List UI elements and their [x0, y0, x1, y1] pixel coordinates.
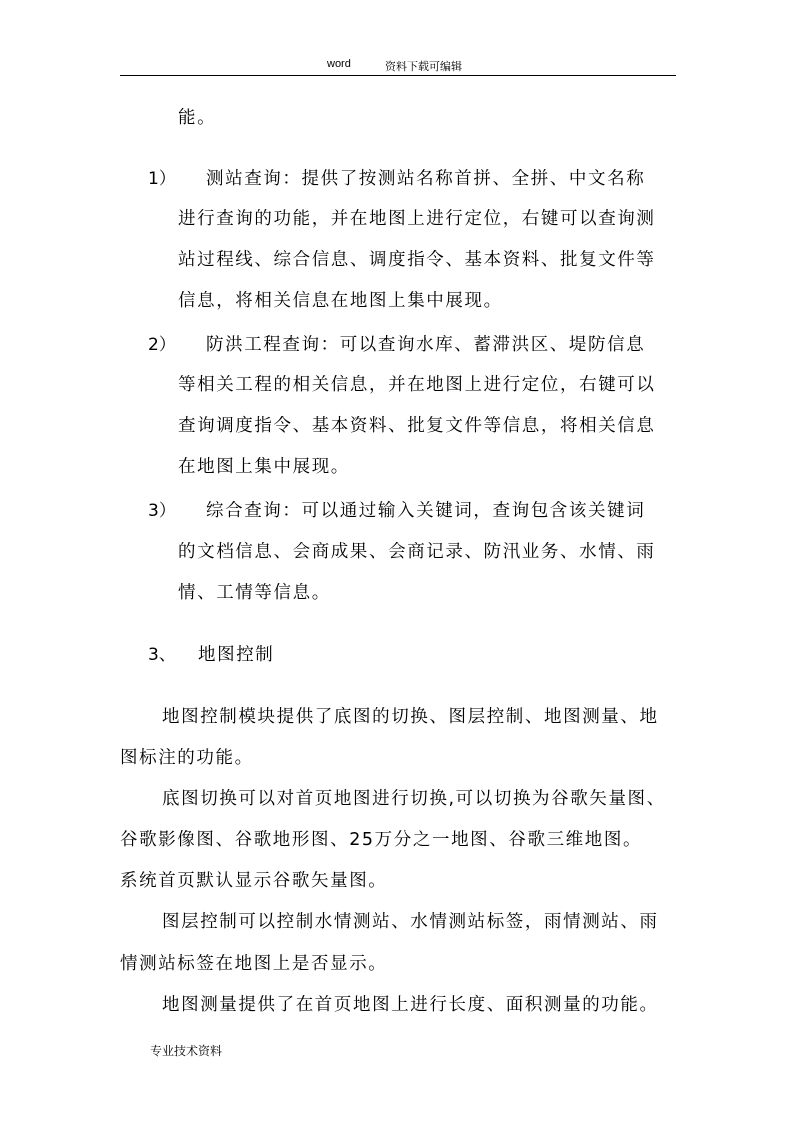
paragraph-line-4: 谷歌影像图、谷歌地形图、25万分之一地图、谷歌三维地图。 — [120, 830, 643, 850]
list-item-1-line-3: 站过程线、综合信息、调度指令、基本资料、批复文件等 — [178, 250, 656, 270]
section-title-map-control: 地图控制 — [198, 645, 275, 665]
list-item-2-line-4: 在地图上集中展现。 — [178, 457, 350, 477]
paragraph-line-7: 情测站标签在地图上是否显示。 — [120, 954, 388, 974]
paragraph-line-6: 图层控制可以控制水情测站、水情测站标签，雨情测站、雨 — [162, 912, 659, 932]
list-item-2-line-2: 等相关工程的相关信息，并在地图上进行定位，右键可以 — [178, 375, 656, 395]
header-caption: 资料下载可编辑 — [385, 61, 462, 73]
section-number-3: 3、 — [148, 645, 176, 665]
list-number-2: 2） — [148, 335, 176, 355]
page-header — [120, 55, 676, 76]
list-number-1: 1） — [148, 169, 176, 189]
paragraph-line-5: 系统首页默认显示谷歌矢量图。 — [120, 871, 388, 891]
list-item-1-line-1: 测站查询：提供了按测站名称首拼、全拼、中文名称 — [206, 169, 646, 189]
list-item-1-line-4: 信息，将相关信息在地图上集中展现。 — [178, 291, 503, 311]
paragraph-line-2: 图标注的功能。 — [120, 748, 254, 768]
list-item-1-line-2: 进行查询的功能，并在地图上进行定位，右键可以查询测 — [178, 209, 656, 229]
list-number-3: 3） — [148, 501, 176, 521]
list-item-3-line-1: 综合查询：可以通过输入关键词，查询包含该关键词 — [206, 501, 646, 521]
paragraph-line-3: 底图切换可以对首页地图进行切换,可以切换为谷歌矢量图、 — [162, 789, 666, 809]
list-item-2-line-1: 防洪工程查询：可以查询水库、蓄滞洪区、堤防信息 — [206, 335, 646, 355]
page-footer: 专业技术资料 — [150, 1044, 223, 1058]
list-item-3-line-2: 的文档信息、会商成果、会商记录、防汛业务、水情、雨 — [178, 542, 656, 562]
header-word-label: word — [327, 58, 351, 70]
paragraph-line-8: 地图测量提供了在首页地图上进行长度、面积测量的功能。 — [162, 995, 659, 1015]
list-item-2-line-3: 查询调度指令、基本资料、批复文件等信息，将相关信息 — [178, 416, 656, 436]
paragraph-line-1: 地图控制模块提供了底图的切换、图层控制、地图测量、地 — [162, 707, 659, 727]
text-line-continuation: 能。 — [178, 108, 217, 128]
list-item-3-line-3: 情、工情等信息。 — [178, 583, 331, 603]
